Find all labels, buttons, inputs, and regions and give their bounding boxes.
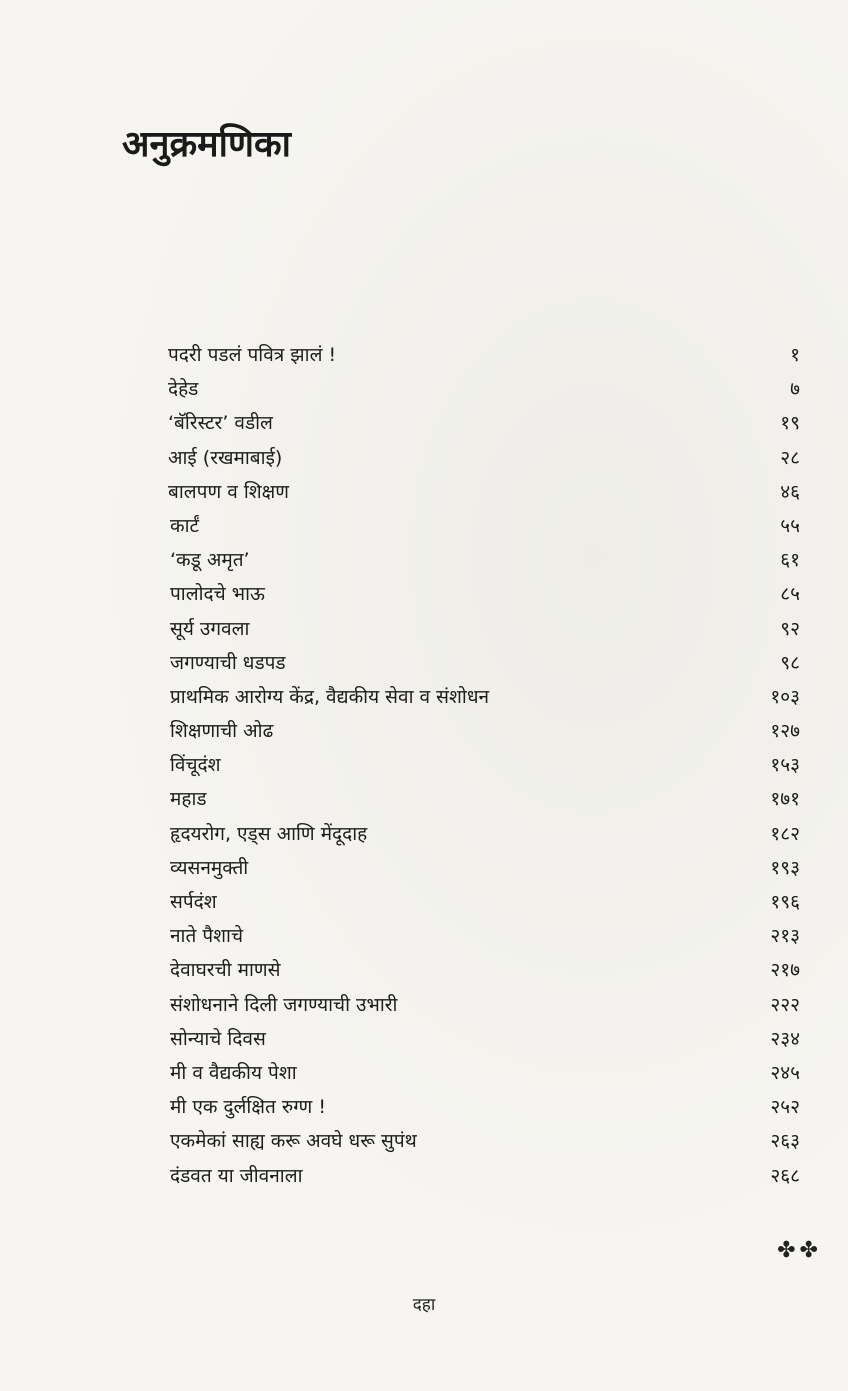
toc-entry	[0, 1056, 848, 1090]
toc-entry-title: दंडवत या जीवनाला	[170, 1164, 303, 1187]
toc-entry	[0, 646, 848, 680]
toc-entry-page: ४६	[780, 480, 800, 503]
toc-entry-title: ‘कडू अमृत’	[170, 549, 250, 572]
table-of-contents	[0, 338, 848, 1193]
toc-entry	[0, 817, 848, 851]
toc-entry-page: ६१	[780, 549, 800, 572]
end-ornament-icon: ✤✤	[777, 1238, 822, 1263]
toc-entry	[0, 543, 848, 577]
toc-entry-page: ८५	[780, 583, 800, 606]
toc-entry-title: ‘बॅरिस्टर’ वडील	[168, 412, 273, 435]
toc-entry-page: ९२	[780, 617, 800, 640]
toc-entry-page: १९३	[770, 856, 800, 879]
toc-entry-title: सोन्याचे दिवस	[170, 1027, 266, 1050]
toc-entry-page: १९६	[770, 891, 800, 913]
toc-entry-title: एकमेकां साह्य करू अवघे धरू सुपंथ	[170, 1130, 417, 1153]
toc-entry-page: १७१	[770, 788, 800, 811]
toc-entry-title: मी एक दुर्लक्षित रुग्ण !	[170, 1096, 326, 1119]
toc-entry-page: १२७	[770, 720, 800, 743]
toc-entry-title: मी व वैद्यकीय पेशा	[170, 1061, 297, 1084]
toc-entry	[0, 748, 848, 782]
toc-entry	[0, 338, 848, 372]
toc-entry-title: पालोदचे भाऊ	[170, 583, 265, 606]
toc-entry	[0, 1022, 848, 1056]
toc-entry-page: ९८	[780, 651, 800, 674]
toc-entry	[0, 475, 848, 509]
toc-entry-page: २८	[780, 446, 800, 469]
toc-entry-page: १५३	[770, 754, 800, 777]
toc-entry-title: विंचूदंश	[170, 754, 221, 777]
toc-entry-page: २५२	[770, 1096, 800, 1119]
toc-entry-page: २२२	[770, 993, 800, 1016]
toc-entry	[0, 1124, 848, 1158]
toc-entry-page: १८२	[770, 822, 800, 845]
toc-entry-title: सूर्य उगवला	[170, 617, 250, 640]
toc-entry-page: २३४	[770, 1027, 800, 1050]
toc-entry-page: ५५	[780, 514, 800, 537]
toc-entry-title: शिक्षणाची ओढ	[170, 720, 274, 743]
toc-entry	[0, 953, 848, 987]
toc-entry	[0, 372, 848, 406]
toc-entry	[0, 612, 848, 646]
toc-entry	[0, 988, 848, 1022]
toc-entry-title: कार्टं	[170, 514, 200, 537]
page-title: अनुक्रमणिका	[122, 124, 291, 165]
toc-entry-title: नाते पैशाचे	[170, 925, 244, 948]
toc-entry-title: हृदयरोग, एड्स आणि मेंदूदाह	[170, 822, 368, 845]
toc-entry-page: २६८	[770, 1164, 800, 1187]
toc-entry-title: देहेड	[168, 378, 199, 401]
toc-entry	[0, 851, 848, 885]
toc-entry	[0, 680, 848, 714]
toc-entry-page: २६३	[770, 1130, 800, 1153]
toc-entry	[0, 885, 848, 919]
toc-entry	[0, 509, 848, 543]
toc-entry	[0, 782, 848, 816]
toc-entry	[0, 714, 848, 748]
toc-entry-page: २४५	[770, 1061, 800, 1084]
toc-entry-page: १९	[780, 412, 800, 435]
toc-entry-page: १	[790, 344, 800, 366]
toc-entry-title: बालपण व शिक्षण	[168, 480, 290, 503]
toc-entry	[0, 577, 848, 611]
toc-entry-page: ७	[790, 378, 800, 401]
toc-entry-page: २१७	[770, 959, 800, 982]
toc-entry-title: प्राथमिक आरोग्य केंद्र, वैद्यकीय सेवा व संशोधन	[170, 685, 490, 708]
toc-entry	[0, 1159, 848, 1193]
toc-entry-title: पदरी पडलं पवित्र झालं !	[168, 344, 337, 366]
toc-entry-title: संशोधनाने दिली जगण्याची उभारी	[170, 993, 398, 1016]
toc-entry-title: महाड	[170, 788, 207, 811]
toc-entry-title: जगण्याची धडपड	[170, 651, 286, 674]
toc-entry-page: १०३	[770, 685, 800, 708]
toc-entry-title: व्यसनमुक्ती	[170, 856, 249, 879]
toc-entry-title: देवाघरची माणसे	[170, 959, 281, 982]
toc-entry	[0, 406, 848, 440]
toc-entry	[0, 1090, 848, 1124]
toc-entry-title: सर्पदंश	[170, 891, 217, 913]
toc-entry-title: आई (रखमाबाई)	[168, 446, 283, 469]
toc-entry	[0, 441, 848, 475]
toc-entry-page: २१३	[770, 925, 800, 948]
page-number: दहा	[412, 1295, 436, 1315]
toc-entry	[0, 919, 848, 953]
